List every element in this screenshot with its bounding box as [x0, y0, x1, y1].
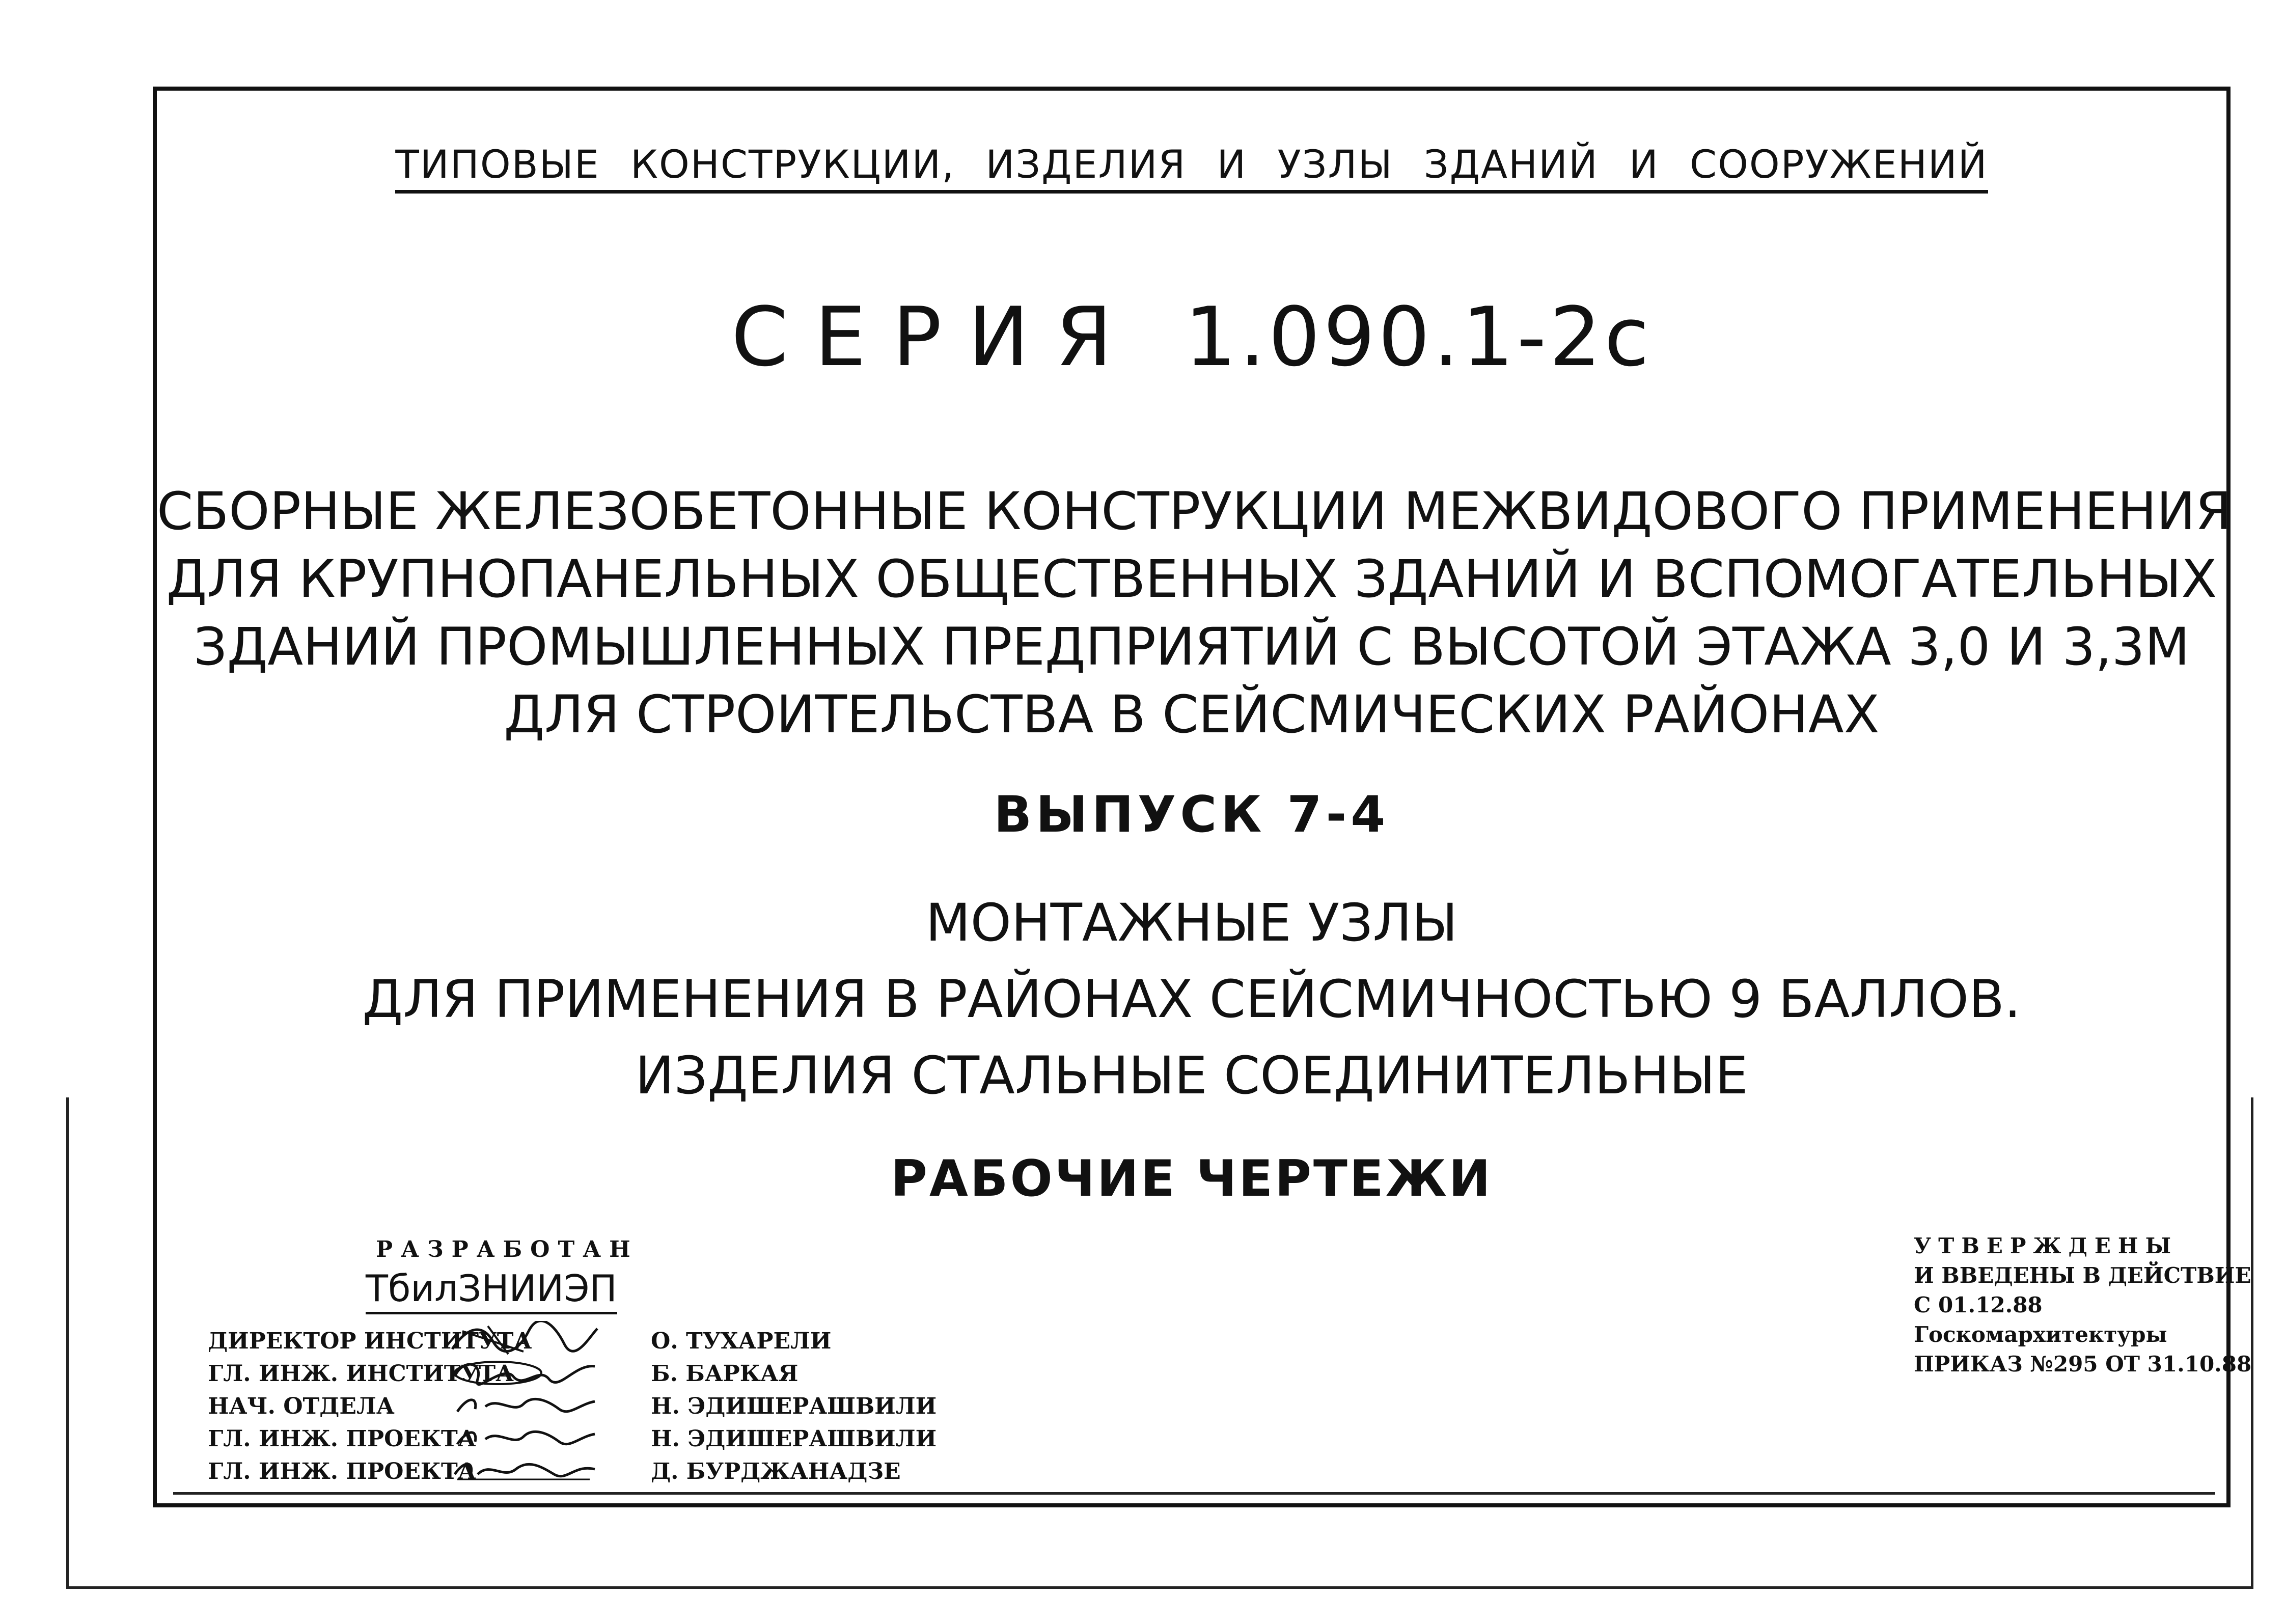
series-word: СЕРИЯ: [731, 289, 1139, 384]
series-title: [157, 289, 2226, 384]
staff-role: ГЛ. ИНЖ. ПРОЕКТА: [208, 1426, 476, 1452]
approval-line-5: ПРИКАЗ №295 ОТ 31.10.88: [1914, 1352, 2252, 1377]
approval-line-4: Госкомархитектуры: [1914, 1322, 2167, 1347]
staff-row: [208, 1458, 972, 1491]
staff-role: НАЧ. ОТДЕЛА: [208, 1393, 395, 1419]
series-group-heading: [157, 142, 2226, 187]
signature-icon: [447, 1386, 600, 1422]
subtitle-line-3: ИЗДЕЛИЯ СТАЛЬНЫЕ СОЕДИНИТЕЛЬНЫЕ: [635, 1045, 1748, 1106]
developer-organization: ТбилЗНИИЭП: [366, 1267, 617, 1314]
description-line-2: ДЛЯ КРУПНОПАНЕЛЬНЫХ ОБЩЕСТВЕННЫХ ЗДАНИЙ И ВСПОМОГАТЕЛЬНЫХ: [166, 549, 2217, 610]
issue-number: ВЫПУСК 7-4: [994, 786, 1390, 844]
signature-icon: [447, 1451, 600, 1487]
staff-role: ДИРЕКТОР ИНСТИТУТА: [208, 1328, 532, 1354]
staff-role: ГЛ. ИНЖ. ПРОЕКТА: [208, 1458, 476, 1484]
signature-icon: [447, 1419, 600, 1454]
bottom-rule: [173, 1492, 2215, 1495]
staff-name: Н. ЭДИШЕРАШВИЛИ: [651, 1426, 937, 1452]
description-line-4: ДЛЯ СТРОИТЕЛЬСТВА В СЕЙСМИЧЕСКИХ РАЙОНАХ: [504, 684, 1880, 745]
title-sheet-frame: [153, 87, 2252, 1507]
working-drawings-label: РАБОЧИЕ ЧЕРТЕЖИ: [891, 1150, 1493, 1208]
staff-name: Д. БУРДЖАНАДЗЕ: [651, 1458, 901, 1484]
series-number: 1.090.1-2с: [1184, 289, 1653, 384]
signature-icon: [447, 1321, 600, 1357]
issue-subtitle: [157, 885, 2226, 1114]
subtitle-line-1: МОНТАЖНЫЕ УЗЛЫ: [925, 893, 1458, 953]
document-description: [157, 478, 2232, 749]
staff-name: Н. ЭДИШЕРАШВИЛИ: [651, 1393, 937, 1419]
approval-line-3: С 01.12.88: [1914, 1292, 2043, 1317]
signature-icon: [447, 1354, 600, 1389]
subtitle-line-2: ДЛЯ ПРИМЕНЕНИЯ В РАЙОНАХ СЕЙСМИЧНОСТЬЮ 9 БАЛЛОВ.: [362, 969, 2021, 1030]
series-group-text: ТИПОВЫЕ КОНСТРУКЦИИ, ИЗДЕЛИЯ И УЗЛЫ ЗДАНИЙ И СООРУЖЕНИЙ: [395, 142, 1988, 194]
staff-name: Б. БАРКАЯ: [651, 1361, 799, 1387]
description-line-1: СБОРНЫЕ ЖЕЛЕЗОБЕТОННЫЕ КОНСТРУКЦИИ МЕЖВИДОВОГО ПРИМЕНЕНИЯ: [157, 481, 2232, 542]
staff-name: О. ТУХАРЕЛИ: [651, 1328, 832, 1354]
approval-block: [1914, 1231, 2251, 1379]
staff-list: [208, 1328, 972, 1491]
developer-label: РАЗРАБОТАН: [376, 1236, 639, 1262]
approval-line-1: УТВЕРЖДЕНЫ: [1914, 1233, 2179, 1258]
description-line-3: ЗДАНИЙ ПРОМЫШЛЕННЫХ ПРЕДПРИЯТИЙ С ВЫСОТОЙ ЭТАЖА 3,0 И 3,3М: [194, 617, 2190, 677]
staff-role: ГЛ. ИНЖ. ИНСТИТУТА: [208, 1361, 514, 1387]
approval-line-2: И ВВЕДЕНЫ В ДЕЙСТВИЕ: [1914, 1263, 2251, 1288]
